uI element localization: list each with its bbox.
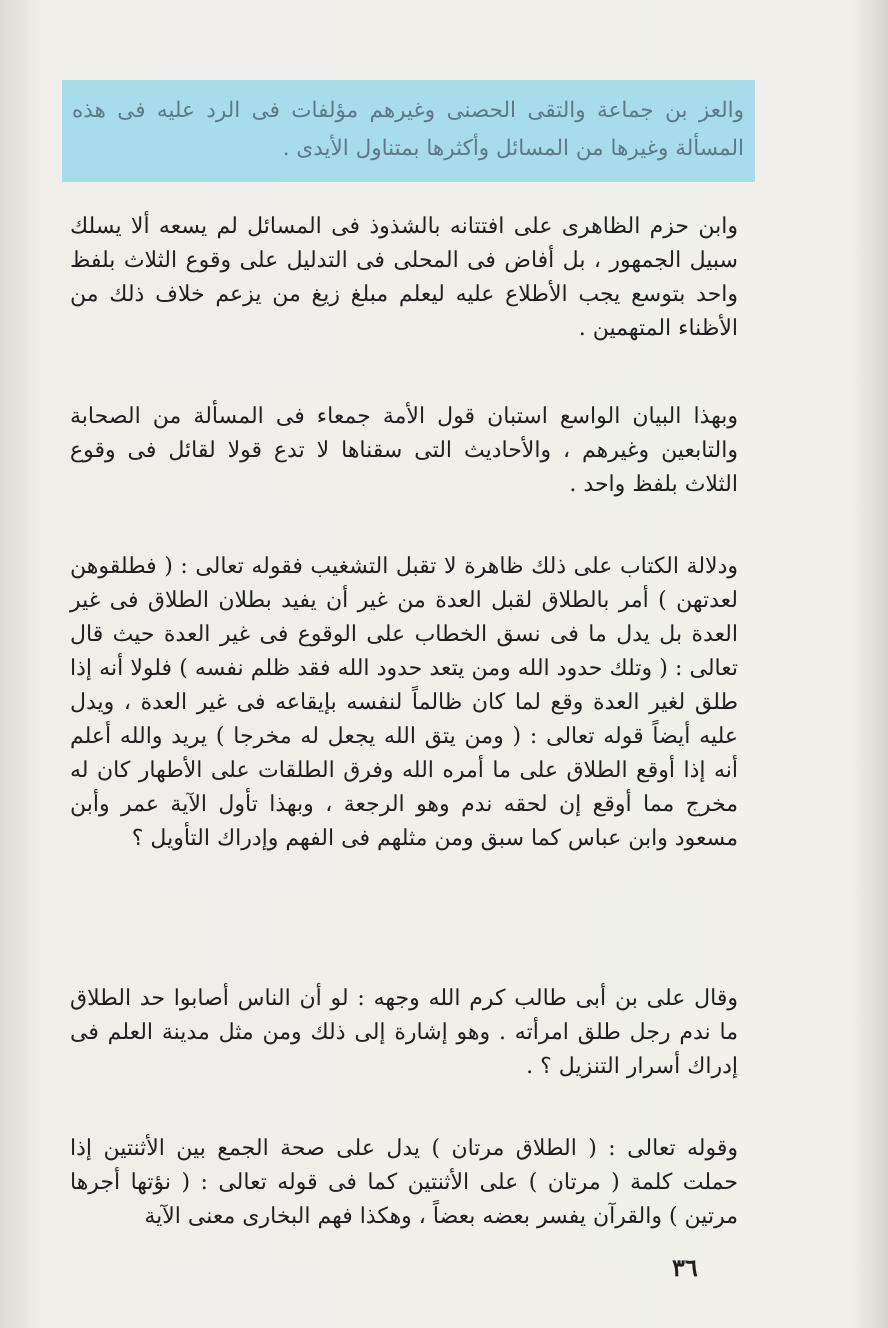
paragraph-ibn-hazm: وابن حزم الظاهرى على افتتانه بالشذوذ فى المسائل لم يسعه ألا يسلك سبيل الجمهور ، بل أفاض فى المحلى فى التدليل على وقوع الثلاث بلفظ واحد بتوسع يجب الأطلاع عليه ليعلم مبلغ زيغ من يزعم خلاف ذلك من الأظناء المتهمين . (70, 214, 738, 341)
paragraph-talaq-twice: وقوله تعالى : ( الطلاق مرتان ) يدل على صحة الجمع بين الأثنتين إذا حملت كلمة ( مرتان ) على الأثنتين كما فى قوله تعالى : ( نؤتها أجرها مرتين ) والقرآن يفسر بعضه بعضاً ، وهكذا فهم البخارى معنى الآية (70, 1136, 738, 1229)
paragraph-ali-quote: وقال على بن أبى طالب كرم الله وجهه : لو أن الناس أصابوا حد الطلاق ما ندم رجل طلق امرأته . وهو إشارة إلى ذلك ومن مثل مدينة العلم فى إدراك أسرار التنزيل ؟ . (70, 986, 738, 1079)
page-number: ٣٦ (672, 1253, 698, 1282)
paragraph-consensus: وبهذا البيان الواسع استبان قول الأمة جمعاء فى المسألة من الصحابة والتابعين وغيرهم ، والأحاديث التى سقناها لا تدع قولا لقائل فى وقوع الثلاث بلفظ واحد . (70, 404, 738, 497)
paragraph-quran-evidence: ودلالة الكتاب على ذلك ظاهرة لا تقبل التشغيب فقوله تعالى : ( فطلقوهن لعدتهن ) أمر بالطلاق لقبل العدة من غير أن يفيد بطلان الطلاق فى غير العدة بل يدل ما فى نسق الخطاب على الوقوع فى غير العدة حيث قال تعالى : ( وتلك حدود الله ومن يتعد حدود الله فقد ظلم نفسه ) فلولا أنه إذا طلق لغير العدة وقع لما كان ظالماً لنفسه بإيقاعه فى غير العدة ، ويدل عليه أيضاً قوله تعالى : ( ومن يتق الله يجعل له مخرجا ) يريد والله أعلم أنه إذا أوقع الطلاق على ما أمره الله وفرق الطلقات على الأطهار كان له مخرج مما أوقع إن لحقه ندم وهو الرجعة ، وبهذا تأول الآية عمر وأبن مسعود وابن عباس كما سبق ومن مثلهم فى الفهم وإدراك التأويل ؟ (70, 554, 738, 851)
highlighted-text: والعز بن جماعة والتقى الحصنى وغيرهم مؤلفات فى الرد عليه فى هذه المسألة وغيرها من المسائل وأكثرها بمتناول الأيدى . (72, 98, 744, 161)
